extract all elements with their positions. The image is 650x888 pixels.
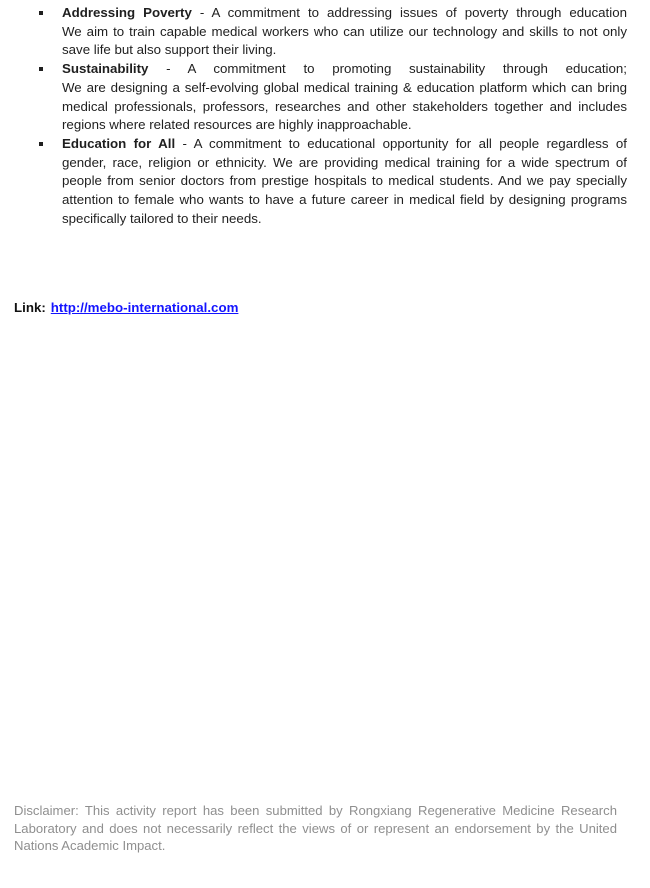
bullet-title: Education for All bbox=[62, 135, 176, 151]
mebo-international-link[interactable]: http://mebo-international.com bbox=[50, 300, 239, 315]
bullet-lead-text: - A commitment to promoting sustainability through education; bbox=[148, 61, 627, 77]
bullet-square-icon bbox=[39, 142, 43, 146]
bullet-square-icon bbox=[39, 67, 43, 71]
link-label: Link: bbox=[14, 300, 46, 315]
commitment-list bbox=[0, 4, 627, 228]
link-line bbox=[14, 299, 238, 317]
bullet-body-text: We aim to train capable medical workers who can utilize our technology and skills to not only save life but also support their living. bbox=[62, 23, 627, 58]
list-item-addressing-poverty bbox=[0, 4, 627, 60]
bullet-title: Sustainability bbox=[62, 61, 149, 77]
bullet-paragraph bbox=[62, 135, 627, 229]
bullet-lead-line bbox=[62, 60, 627, 79]
bullet-lead-text: - A commitment to educational opportunity for all people regardless of gender, race, religion or ethnicity. We are providing medical training for a wide spectrum of people from senior doctors from prestige hospitals to medical students. And we pay specially attention to female who wants to have a future career in medical field by designing programs specifically tailored to their needs. bbox=[62, 135, 627, 226]
bullet-lead-text: - A commitment to addressing issues of poverty through education bbox=[191, 5, 627, 20]
bullet-body-text: We are designing a self-evolving global medical training & education platform which can bring medical professionals, professors, researches and other stakeholders together and includes regions where related resources are highly inapproachable. bbox=[62, 79, 627, 133]
list-item-education-for-all bbox=[0, 135, 627, 229]
disclaimer-text: Disclaimer: This activity report has been submitted by Rongxiang Regenerative Medicine Research Laboratory and does not necessarily reflect the views of or represent an endorsement by the United Nations Academic Impact. bbox=[14, 803, 617, 853]
list-item-sustainability bbox=[0, 60, 627, 135]
bullet-lead-line bbox=[62, 4, 627, 23]
bullet-square-icon bbox=[39, 11, 43, 15]
bullet-title: Addressing Poverty bbox=[62, 5, 192, 20]
